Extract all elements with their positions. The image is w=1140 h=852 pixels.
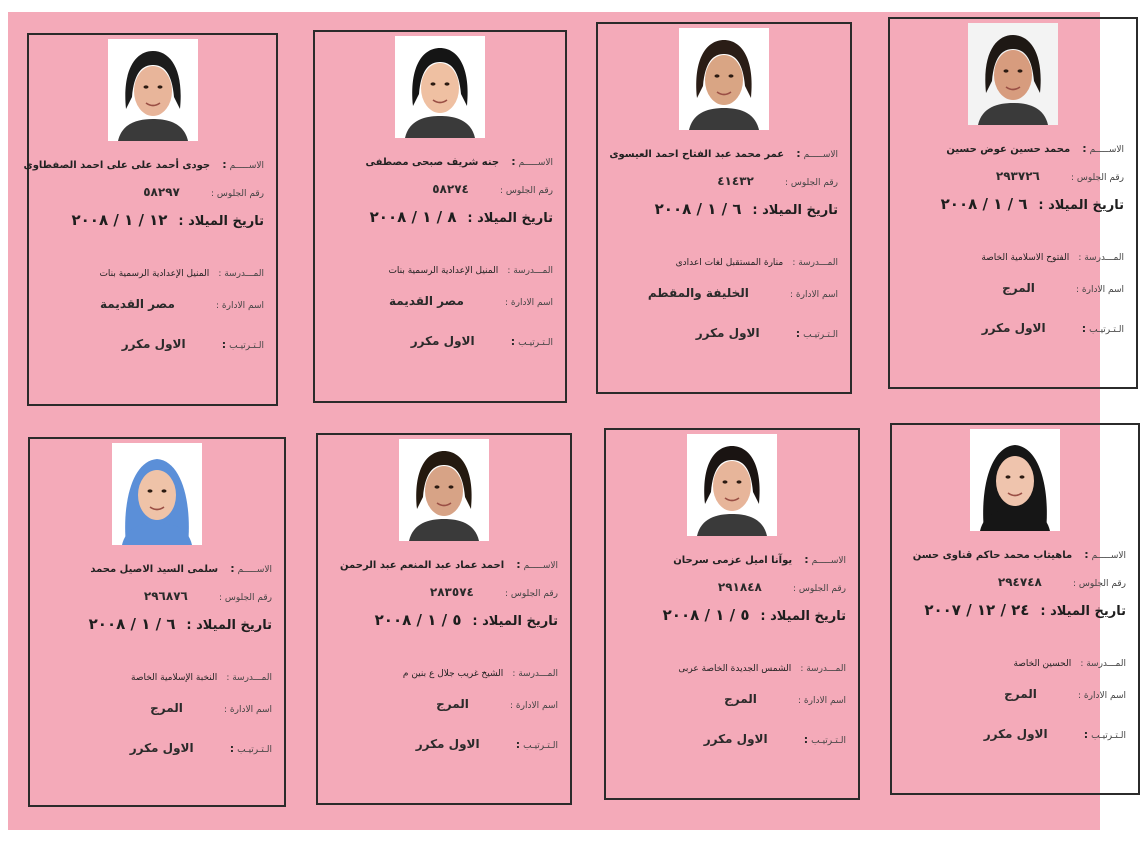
seat-number: ٢٩١٨٤٨: [717, 580, 762, 594]
school-row: [898, 245, 1124, 264]
school-row: [900, 651, 1126, 670]
name-label: الاســـــم: [811, 556, 846, 566]
admin-label: اسم الادارة :: [224, 705, 272, 715]
dob-row: [326, 611, 558, 629]
seat-number: ٢٩٤٧٤٨: [997, 575, 1042, 589]
student-photo: [970, 429, 1060, 531]
student-name: محمد حسين عوض حسين: [946, 144, 1071, 155]
name-row: الاســـــم: احمد عماد عبد المنعم عبد الرحمن: [340, 558, 558, 571]
admin-label: اسم الادارة :: [790, 290, 838, 300]
seat-row: [614, 576, 846, 595]
school-row: [37, 261, 264, 280]
rank-value: الاول مكرر: [983, 727, 1048, 741]
birth-date: ٥ / ١ / ٢٠٠٨: [662, 606, 750, 624]
dob-row: [323, 208, 553, 226]
school-label: المـــدرسة :: [1078, 253, 1124, 263]
rank-row: الـتـرتيـب: الاول مكرر: [129, 741, 272, 755]
school-name: الشيخ غريب جلال ع بنين م: [402, 669, 504, 679]
student-card: [596, 22, 852, 394]
dob-label: تاريخ الميلاد :: [760, 609, 846, 624]
seat-number: ٢٩٦٨٧٦: [143, 589, 188, 603]
seat-row: [606, 170, 838, 189]
rank-value: الاول مكرر: [121, 337, 186, 351]
student-card: [890, 423, 1140, 795]
rank-row: الـتـرتيـب: الاول مكرر: [410, 334, 553, 348]
seat-number: ٤١٤٣٢: [717, 174, 754, 188]
seat-number: ٥٨٢٩٧: [143, 185, 180, 199]
rank-row: الـتـرتيـب: الاول مكرر: [983, 727, 1126, 741]
rank-value: الاول مكرر: [703, 732, 768, 746]
school-label: المـــدرسة :: [1080, 659, 1126, 669]
school-label: المـــدرسة :: [512, 669, 558, 679]
rank-value: الاول مكرر: [981, 321, 1046, 335]
dob-label: تاريخ الميلاد :: [186, 618, 272, 633]
rank-label: الـتـرتيـب: [229, 341, 264, 351]
rank-value: الاول مكرر: [129, 741, 194, 755]
dob-label: تاريخ الميلاد :: [467, 211, 553, 226]
name-row: الاســـــم: ماهيتاب محمد حاكم قناوى حسن: [912, 548, 1126, 561]
student-name: يوآنا اميل عزمى سرحان: [673, 555, 793, 566]
seat-number: ٢٨٣٥٧٤: [429, 585, 474, 599]
rank-label: الـتـرتيـب: [1091, 731, 1126, 741]
dob-label: تاريخ الميلاد :: [472, 614, 558, 629]
admin-row: [38, 697, 272, 716]
rank-label: الـتـرتيـب: [803, 330, 838, 340]
seat-label: رقم الجلوس :: [1072, 579, 1126, 589]
admin-row: [326, 693, 558, 712]
rank-row: الـتـرتيـب: الاول مكرر: [415, 737, 558, 751]
admin-row: [37, 293, 264, 312]
seat-number: ٥٨٢٧٤: [432, 182, 469, 196]
seat-label: رقم الجلوس :: [218, 593, 272, 603]
name-label: الاســـــم: [523, 561, 558, 571]
student-card: [23, 33, 278, 406]
seat-row: [900, 571, 1126, 590]
school-label: المـــدرسة :: [800, 664, 846, 674]
dob-row: [38, 615, 272, 633]
birth-date: ٦ / ١ / ٢٠٠٨: [654, 200, 742, 218]
admin-name: الخليفة والمقطم: [647, 286, 749, 300]
admin-row: [323, 290, 553, 309]
birth-date: ٨ / ١ / ٢٠٠٨: [369, 208, 457, 226]
admin-label: اسم الادارة :: [505, 298, 553, 308]
admin-row: [898, 277, 1124, 296]
rank-label: الـتـرتيـب: [1089, 325, 1124, 335]
name-label: الاســـــم: [1091, 551, 1126, 561]
student-card: [313, 30, 567, 403]
student-photo: [679, 28, 769, 130]
dob-label: تاريخ الميلاد :: [1038, 198, 1124, 213]
name-label: الاســـــم: [1089, 145, 1124, 155]
admin-label: اسم الادارة :: [1078, 691, 1126, 701]
school-name: الشمس الجديدة الخاصة عربى: [678, 664, 792, 674]
name-row: الاســـــم: جودى أحمد على على احمد الصفطاوى: [23, 158, 264, 171]
rank-label: الـتـرتيـب: [523, 741, 558, 751]
birth-date: ٥ / ١ / ٢٠٠٨: [374, 611, 462, 629]
admin-name: المرج: [1004, 687, 1037, 701]
student-photo: [968, 23, 1058, 125]
dob-row: [900, 601, 1126, 619]
name-row: الاســـــم: محمد حسين عوض حسين: [946, 142, 1124, 155]
school-row: [38, 665, 272, 684]
school-label: المـــدرسة :: [507, 266, 553, 276]
seat-label: رقم الجلوس :: [784, 178, 838, 188]
student-name: جودى أحمد على على احمد الصفطاوى: [23, 160, 211, 171]
name-label: الاســـــم: [229, 161, 264, 171]
student-photo: [108, 39, 198, 141]
seat-row: [38, 585, 272, 604]
school-name: النخبة الإسلامية الخاصة: [131, 673, 218, 683]
school-name: المنيل الإعدادية الرسمية بنات: [99, 269, 210, 279]
dob-label: تاريخ الميلاد :: [1040, 604, 1126, 619]
birth-date: ١٢ / ١ / ٢٠٠٨: [71, 211, 168, 229]
admin-name: المرج: [150, 701, 183, 715]
dob-row: [898, 195, 1124, 213]
dob-row: [606, 200, 838, 218]
school-row: [323, 258, 553, 277]
school-row: [606, 250, 838, 269]
seat-number: ٢٩٣٧٢٦: [995, 169, 1040, 183]
seat-label: رقم الجلوس :: [499, 186, 553, 196]
admin-label: اسم الادارة :: [798, 696, 846, 706]
admin-name: مصر القديمة: [99, 297, 175, 311]
school-row: [326, 661, 558, 680]
school-row: [614, 656, 846, 675]
name-row: الاســـــم: عمر محمد عبد الفتاح احمد العيسوى: [609, 147, 838, 160]
admin-name: المرج: [724, 692, 757, 706]
rank-row: الـتـرتيـب: الاول مكرر: [695, 326, 838, 340]
name-row: الاســـــم: سلمى السيد الاصيل محمد: [90, 562, 272, 575]
admin-row: [900, 683, 1126, 702]
student-card: [888, 17, 1138, 389]
admin-name: مصر القديمة: [388, 294, 464, 308]
seat-row: [326, 581, 558, 600]
admin-row: [614, 688, 846, 707]
rank-label: الـتـرتيـب: [237, 745, 272, 755]
school-label: المـــدرسة :: [218, 269, 264, 279]
admin-label: اسم الادارة :: [1076, 285, 1124, 295]
student-photo: [395, 36, 485, 138]
school-name: الحسين الخاصة: [1013, 659, 1072, 669]
rank-row: الـتـرتيـب: الاول مكرر: [703, 732, 846, 746]
rank-label: الـتـرتيـب: [518, 338, 553, 348]
admin-label: اسم الادارة :: [510, 701, 558, 711]
seat-label: رقم الجلوس :: [1070, 173, 1124, 183]
seat-row: [323, 178, 553, 197]
rank-value: الاول مكرر: [695, 326, 760, 340]
name-label: الاســـــم: [518, 158, 553, 168]
seat-label: رقم الجلوس :: [504, 589, 558, 599]
dob-label: تاريخ الميلاد :: [178, 214, 264, 229]
school-name: المنيل الإعدادية الرسمية بنات: [388, 266, 499, 276]
student-name: سلمى السيد الاصيل محمد: [90, 564, 219, 575]
name-row: الاســـــم: جنه شريف صبحى مصطفى: [365, 155, 553, 168]
rank-row: الـتـرتيـب: الاول مكرر: [981, 321, 1124, 335]
dob-label: تاريخ الميلاد :: [752, 203, 838, 218]
student-name: احمد عماد عبد المنعم عبد الرحمن: [340, 560, 505, 571]
student-photo: [112, 443, 202, 545]
dob-row: [37, 211, 264, 229]
seat-row: [37, 181, 264, 200]
admin-label: اسم الادارة :: [216, 301, 264, 311]
admin-name: المرج: [436, 697, 469, 711]
school-name: منارة المستقبل لغات اعدادى: [675, 258, 784, 268]
seat-row: [898, 165, 1124, 184]
student-photo: [687, 434, 777, 536]
student-name: عمر محمد عبد الفتاح احمد العيسوى: [609, 149, 785, 160]
school-label: المـــدرسة :: [226, 673, 272, 683]
birth-date: ٢٤ / ١٢ / ٢٠٠٧: [924, 601, 1030, 619]
name-label: الاســـــم: [803, 150, 838, 160]
birth-date: ٦ / ١ / ٢٠٠٨: [88, 615, 176, 633]
admin-row: [606, 282, 838, 301]
rank-label: الـتـرتيـب: [811, 736, 846, 746]
name-label: الاســـــم: [237, 565, 272, 575]
student-card: [604, 428, 860, 800]
rank-value: الاول مكرر: [415, 737, 480, 751]
rank-row: الـتـرتيـب: الاول مكرر: [121, 337, 264, 351]
student-card: [316, 433, 572, 805]
school-name: الفتوح الاسلامية الخاصة: [981, 253, 1070, 263]
birth-date: ٦ / ١ / ٢٠٠٨: [940, 195, 1028, 213]
school-label: المـــدرسة :: [792, 258, 838, 268]
student-name: ماهيتاب محمد حاكم قناوى حسن: [912, 550, 1073, 561]
student-card: [28, 437, 286, 807]
rank-value: الاول مكرر: [410, 334, 475, 348]
seat-label: رقم الجلوس :: [210, 189, 264, 199]
name-row: الاســـــم: يوآنا اميل عزمى سرحان: [673, 553, 846, 566]
seat-label: رقم الجلوس :: [792, 584, 846, 594]
dob-row: [614, 606, 846, 624]
student-photo: [399, 439, 489, 541]
admin-name: المرج: [1002, 281, 1035, 295]
student-name: جنه شريف صبحى مصطفى: [365, 157, 500, 168]
